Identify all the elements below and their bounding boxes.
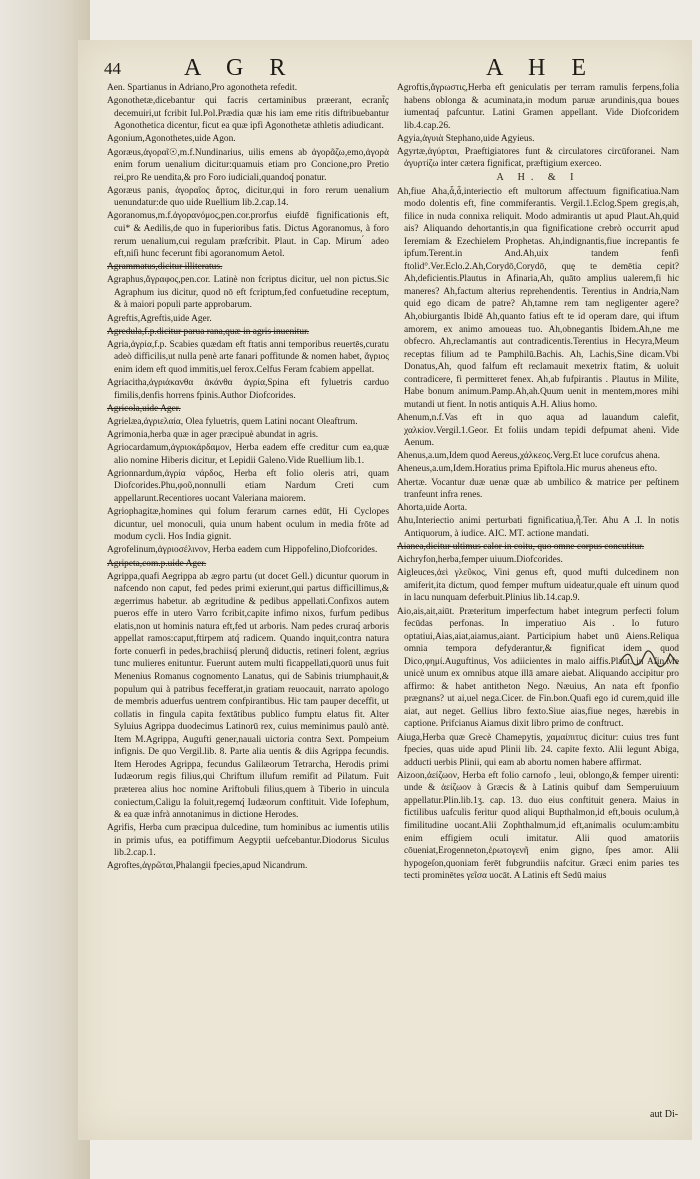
running-header bbox=[104, 55, 679, 81]
catchword: aut Di- bbox=[650, 1109, 679, 1120]
dictionary-entry: Ahenus,a.um,Idem quod Aereus,χάλκεος.Verg.Et luce corufcus ahena. bbox=[397, 451, 660, 462]
dictionary-entry: Agrielæa,ἀγριελαία, Olea fyluetris, quem Latini nocant Oleaftrum. bbox=[107, 416, 358, 427]
dictionary-entry: Aizoon,ἀείζωον, Herba eft folio carnofo , leui, oblongo,& femper uirenti: unde & ἀείζωον à Græcis & à Latinis quibuf dam Semperuiuum appellatur.Plin.lib.1ʒ. cap. 13. duo eius conftituit genera. Maius in fictilibus uafculis feritur quod aliqui Bupthalmon,id eft,bouis oculum,à fimilitudine uocant.Alii Zophthalmum,id eft,animalis oculum:ambitu enim effigiem oculi imitatur. Alii quod amatoriis cōueniat,Erogenneton,ἐρωτογενῆ enim gigno, ſpes amor. Alii hypogeſon,quoniam ferēt fubgrundiis nafcitur. Græci enim paries tes tecti prominētes γεῖσα uocāt. A Latinis eft Sedū maius bbox=[397, 770, 679, 882]
dictionary-entry: Agrippa,quafi Aegrippa ab ægro partu (ut docet Gell.) dicuntur quorum in nafcendo non caput, fed pedes primi exierunt,qui partus difficillimus,& ægerrimus habetur. ab ægritudine & pedibus appellati.Confixos autem pueros effe in utero Varro fcribit,capite infimo nixos, furfum pedibus elatis,non ut hominis natura eft,fed ut arboris. Nam pedes cruraq́ arboris appellat ramos:caput,ftirpem atq́ radicem. Quando inquit,contra natura forte conuerfi in pedes,brachiisq́ plerunq̃ diductis, retineri folent, ægrius tunc mulieres enituntur. Fuerunt autem multi ficappellati,quorū unus fuit Menenius Romanus cognomento Lanatus, qui de Sabinis triumphauit,& populum qui à patribus fecefferat,in gratiam reuocauit, narrato apologo de membris aduerfus uentrem confpirantibus. Hic tam pauper deceffit, ut collatis in fingula capita fextātibus publico fumptu elatus fit. Alter Syluius Agrippa duodecimus Latinorū rex, cuius meminimus paulò antè. Item M.Agrippa, Augufti gener,nauali uictoria contra Sext. Pompeium infignis. De quo Vergil.lib. 8. Parte alia uentis & diis Agrippa fecundis. Item Herodes Agrippa, fecundus Galilæorum Tetrarcha, Herodis primi Iudæorum regis filius,qui Chriftum illufum remifit ad Pilatum. Fuit præterea alius hoc nomine Ariftobuli filius,quem à Tiberio in uincula coniectum,Caligu la foluit,regemq́ Iudæorum conftituit. Vide Iofephum, & ea quæ infrà annotanimus in dictione Herodes. bbox=[107, 571, 389, 821]
left-running-title: A G R bbox=[184, 55, 296, 81]
dictionary-entry: Agriocardamum,ἀγριοκάρδαμον, Herba eadem effe creditur cum ea,quæ alio nomine Hiberis dicitur, et Lepidii Galeno.Vide Ruellium lib.1. bbox=[107, 443, 389, 466]
dictionary-entry: Agonothetæ,dicebantur qui facris certaminibus præerant, ecrant̃ç decemuiri,ut fcribit Iul.Pol.Prædia quæ his iam eme ritis diftribuebantur Agonothetica dicentur, ficut ea quæ ipfi Agonothetæ athletis adiudicant. bbox=[107, 96, 389, 132]
dictionary-entry: Aiuga,Herba quæ Grecè Chamepytis, χαμαίπιτυς dicitur: cuius tres funt fpecies, quas uide apud Plinii lib. 24. capite fexto. Alii legunt Abiga, adducti uerbis Plinii, qui eam ab abortu nomen habere affirmat. bbox=[397, 732, 679, 768]
right-column bbox=[397, 82, 679, 883]
dictionary-entry: Agripeta,com.p.uide Ager. bbox=[107, 558, 207, 569]
dictionary-entry: Agoræus panis, ἀγοραῖος ἄρτος, dicitur,qui in foro rerum uenalium uenundatur:de quo uide Ruellium lib.2.cap.14. bbox=[107, 185, 389, 209]
section-heading: A H. & I bbox=[496, 172, 580, 184]
dictionary-entry: Agroftes,ἀγρῶται,Phalangii fpecies,apud Nicandrum. bbox=[107, 861, 308, 872]
page-number: 44 bbox=[104, 59, 121, 78]
dictionary-entry: Aheneus,a.um,Idem.Horatius prima Epiftola.Hic murus aheneus efto. bbox=[397, 464, 658, 475]
dictionary-entry: Aio,ais,ait,aiūt. Præteritum imperfectum habet integrum perfecti folum fecūdas perfonas. In imperatiuo Ais . Io futuro optatiui,Aias,aiat,aiamus,aiant. Participium habet unū Aiens.Reliqua omnia tempora defyderantur,& fignificat idem quod Dico,φημί.Auguftinus, Vos adiicientes in malo aiffis.Plaut. in Afin.Me unicè unum ex omnibus atque illā amare aiebat. Aliquando accipitur pro affirmo: & habet antitheton Nego. Næuius, An nata eft fponfio prægnans? ut ai,uel nega.Cicer. de Fin.bon.Quafi ego id curem,quid ille aiat, aut neget. Gellius libro fexto.Siue aias,fiue neges, hærebis in captione. Prifcianus Aiamus dixit libro primo de conftruct. bbox=[397, 606, 679, 730]
dictionary-entry: Ahertæ. Vocantur duæ uenæ quæ ab umbilico & matrice per peſtinem tranfeunt infra renes. bbox=[397, 477, 679, 501]
dictionary-entry: Ah,fiue Aha,ἆ,ἆ,interiectio eft multorum affectuum fignificatiua.Nam modo dolentis eft, fine commiferantis. Vergil.1.Eclog.Spem gregis,ah, filice in nuda connixa reliquit. Modo admirantis ut apud Plaut.Ah,quid ais? Aliquando dehortantis,in qua fignificatione crebrò occurrit apud Ieremiam & Ezechielem Prophetas. Ah,indignantis,fiue increpantis fe ipfum.Terent.in And.Ah,uix tandem fenfi ftolid°.Ver.Eclo.2.Ah,Corydō,Corydō, quę te demētia cepit? Ah,deficientis.Plautus in Afinaria,Ah, quāto amplius ualerem,fi hic maneres? Ah,factum alterius reprehendentis. Terentius in Andria,Nam quid ego dicam de patre? Ah,tamne rem tam negligenter agere? Ah,obiurgantis Ibidē Ah,quanto fatius eft te id operam dare, qui iftum amorem, ex animo amoueas tuo. Ah,obnegantis Ibidem.Ah,ne me obfecro. Ah,reclamantis aut contradicentis.Terentius in Hecyra,Meum receptas filium ad te Pamphilū.Bachis. Ah, Lachis,Sine dicam.Vbi Donatus,Ah, quod falfum eft reclamauit mexetrix ftatim, & uoluit contradicere, fi permitteret fenex. Ah,ab fufpirantis . Plautus in Milite, Habe bonum animum.Pamp.Ah,ah.Quum uenit in mentem,mores mihi mutandi ut fient. In notis antiquis A.H. Alius homo. bbox=[397, 186, 679, 410]
dictionary-entry: Agonium,Agonothetes,uide Agon. bbox=[107, 134, 236, 145]
dictionary-entry: Agyrtæ,ἀγύρται, Praeftigiatores funt & circulatores circūforanei. Nam ἀγυρτίζω inter cætera fignificat, præftigium exerceo. bbox=[397, 146, 679, 170]
dictionary-entry: Agrimonia,herba quæ in ager præcipuè abundat in agris. bbox=[107, 430, 319, 441]
dictionary-entry: Ahorta,uide Aorta. bbox=[397, 503, 468, 514]
dictionary-entry: Agrifis, Herba cum præcipua dulcedine, tum hominibus ac iumentis utilis in primis ufus, ea potiffimum Aegyptii uefcebantur.Diodorus Siculus lib.2.cap.1. bbox=[107, 823, 389, 859]
dictionary-entry: Agriophagitæ,homines qui folum ferarum carnes edūt, Hi Cyclopes dicuntur, uel monoculi, quia unum habent oculum in media frōte ad modum cycli. Hos India gignit. bbox=[107, 507, 389, 543]
dictionary-entry: Ahu,Interiectio animi perturbati fignificatiua,ἦ.Ter. Ahu A .I. In notis Antiquorum, à iudice. AIC. MT. actione mandati. bbox=[397, 516, 679, 539]
dictionary-entry: Agria,ἀγρία,f.p. Scabies quædam eft ftatis anni temporibus reuertēs,curatu adeò difficilis,ut nulla penè arte fanari poffitunde & nomen habet, ἄγριος enim idem eft quod immitis,uel ferox.Celfus Feram fcabiem appellat. bbox=[107, 339, 389, 375]
dictionary-entry: Aen. Spartianus in Adriano,Pro agonotheta refedit. bbox=[107, 83, 298, 93]
left-column bbox=[107, 82, 389, 874]
dictionary-entry: Ahenum,n.f.Vas eft in quo aqua ad lauandum calefit, χαλκίον.Vergil.1.Geor. Et foliis undam tepidi defpumat aheni. Vide Aenum. bbox=[397, 413, 679, 449]
dictionary-entry: Agrionnardum,ἀγρία νάρδος, Herba eft folio oleris atri, quam Diofcorides.Phu,φοῦ,nonnulli etiam Nardum Creti cum appellarunt.Recentiores uocant Valeriana maiorem. bbox=[107, 468, 389, 504]
dictionary-entry: Agriacitha,ἀγριάκανθα ἀκάνθα ἀγρία,Spina eft fyluetris carduo fimilis,denfis horrens fpinis.Author Diofcorides. bbox=[107, 378, 389, 401]
dictionary-entry: Agreftis,Agreftis,uide Ager. bbox=[107, 313, 212, 324]
right-running-title: A H E bbox=[486, 55, 596, 81]
dictionary-entry: Agrofelinum,ἀγριοσέλινον, Herba eadem cum Hippofelino,Diofcorides. bbox=[107, 545, 378, 556]
dictionary-entry: Agraphus,ἄγραφος,pen.cor. Latinè non fcriptus dicitur, uel non pictus.Sic Agraphum ius dicitur, quod nō eft fcriptum,fed confuetudine receptum, & à maiori populi parte approbarum. bbox=[107, 275, 389, 311]
binding-gutter bbox=[0, 0, 90, 1179]
dictionary-entry: Aigleuces,ἀεὶ γλεῦκος, Vini genus eft, quod mufti dulcedinem non amiferit,ita dictum, quod femper muftum uideatur,quale eft uinum quod in lacu nunquam deferbuit.Plinius lib.14.cap.9. bbox=[397, 568, 679, 604]
dictionary-entry: Agoranomus,m.f.ἀγορανόμος,pen.cor.prorfus eiufdē fignificationis eft, cui* & Aedilis,de quo in fuperioribus fatis. Dictus Agoranomus, à foro rerum uenalium,cui regulam præfcribit. Plaut. in Cap. Mirum ́ adeo eft,niſi hunc fecerunt fibi agoranomum Aetol. bbox=[107, 211, 389, 260]
dictionary-entry: Aianea,dicitur ultimus calor in coitu, quo omne corpus concutitur. bbox=[397, 542, 645, 553]
dictionary-entry: Agricola,uide Ager. bbox=[107, 403, 181, 414]
dictionary-entry: Agrammatus,dicitur illiteratus. bbox=[107, 262, 223, 273]
dictionary-entry: Agyia,ἀγυιὰ Stephano,uide Agyieus. bbox=[397, 133, 535, 144]
dictionary-entry: Aichryfon,herba,femper uiuum.Diofcorides. bbox=[397, 555, 563, 566]
dictionary-entry: Agroftis,ἄγρωστις,Herba eft geniculatis per terram ramulis ferpens,folia habens oblonga & acuminata,in modum paruæ arundinis,qua boues iumentaq́ pafcuntur. Latini Gramen appellant. Vide Diofcoridem lib.4.cap.26. bbox=[397, 83, 679, 131]
dictionary-entry: Agoræus,ἀγοραῖ☉,m.f.Nundinarius, uilis emens ab ἀγορᾶζω,emo,ἀγορὰ enim forum uenalium dicitur:quamuis etiam pro Concione,pro Pretio rei,pro Re uendita,& pro Foro iudiciali,quandoq́ ponatur. bbox=[107, 147, 389, 183]
dictionary-entry: Agredula,f.p.dicitur parua rana,quæ in agris inuenitur. bbox=[107, 326, 310, 337]
handwritten-annotation bbox=[618, 648, 682, 670]
